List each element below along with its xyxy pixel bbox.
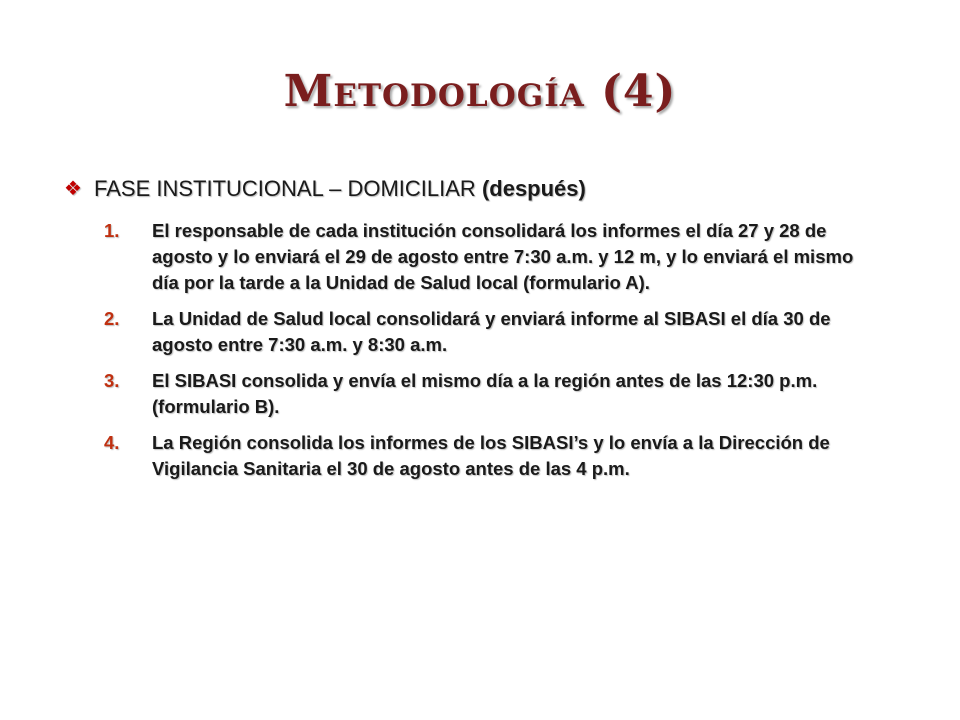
step-text: La Región consolida los informes de los SIBASI’s y lo envía a la Dirección de Vigilancia Sanitaria el 30 de agosto antes de las 4 p.m. [152,432,830,479]
step-text: El SIBASI consolida y envía el mismo día a la región antes de las 12:30 p.m. (formulario B). [152,370,818,417]
list-item [104,218,904,296]
phase-heading [64,176,904,202]
step-text: La Unidad de Salud local consolidará y enviará informe al SIBASI el día 30 de agosto entre 7:30 a.m. y 8:30 a.m. [152,308,831,355]
step-number: 4. [104,432,120,453]
phase-label: FASE INSTITUCIONAL – DOMICILIAR [94,176,476,201]
step-number: 1. [104,220,120,241]
list-item [104,430,904,482]
list-item [104,306,904,358]
list-item [104,368,904,420]
phase-note: (después) [481,176,586,201]
slide-title: Metodología (4) [283,66,677,117]
steps-list [104,218,904,492]
step-number: 3. [104,370,120,391]
step-number: 2. [104,308,120,329]
step-text: El responsable de cada institución consolidará los informes el día 27 y 28 de agosto y lo enviará el 29 de agosto entre 7:30 a.m. y 12 m, y lo enviará el mismo día por la tarde a la Unidad de Salud local (formulario A). [152,220,854,293]
diamond-bullet-icon: ❖ [64,178,82,200]
